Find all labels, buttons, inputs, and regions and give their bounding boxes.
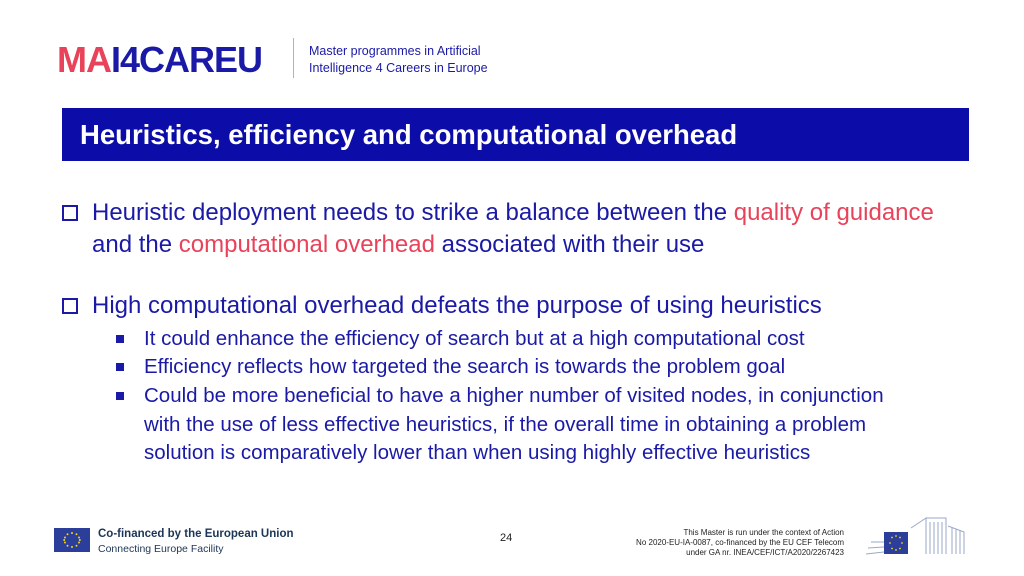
slide-title-bar [62, 108, 969, 161]
checkbox-bullet-icon [62, 298, 78, 314]
square-bullet-icon [116, 363, 124, 371]
bullet-high-overhead: High computational overhead defeats the purpose of using heuristics [62, 290, 962, 322]
mai4careu-logo: MAI4CAREU [57, 39, 263, 80]
cofinanced-label: Co-financed by the European Union [98, 528, 294, 540]
eu-flag-icon [54, 528, 90, 552]
square-bullet-icon [116, 335, 124, 343]
bullet-heuristic-deployment: Heuristic deployment needs to strike a balance between the quality of guidance and the computational overhead associated with their use [62, 197, 962, 261]
page-number: 24 [500, 532, 513, 544]
checkbox-bullet-icon [62, 205, 78, 221]
logo-divider [293, 38, 294, 78]
slide-title: Heuristics, efficiency and computational overhead [80, 119, 738, 150]
tagline: Master programmes in Artificial Intelligence 4 Careers in Europe [309, 44, 488, 75]
square-bullet-icon [116, 392, 124, 400]
sub-bullet-3: Could be more beneficial to have a higher number of visited nodes, in conjunction with the use of less effective heuristics, if the overall time in obtaining a problem solution is comparatively lower than when using highly effective heuristics [116, 382, 916, 468]
funding-notice: This Master is run under the context of Action No 2020-EU-IA-0087, co-financed by the EU CEF Telecom under GA nr. INEA/CEF/ICT/A2020/2267423 [636, 528, 844, 557]
sub-bullet-1: It could enhance the efficiency of search but at a high computational cost [116, 325, 916, 354]
cef-label: Connecting Europe Facility [98, 543, 224, 555]
european-commission-logo-icon [866, 514, 966, 558]
sub-bullet-2: Efficiency reflects how targeted the search is towards the problem goal [116, 353, 916, 382]
